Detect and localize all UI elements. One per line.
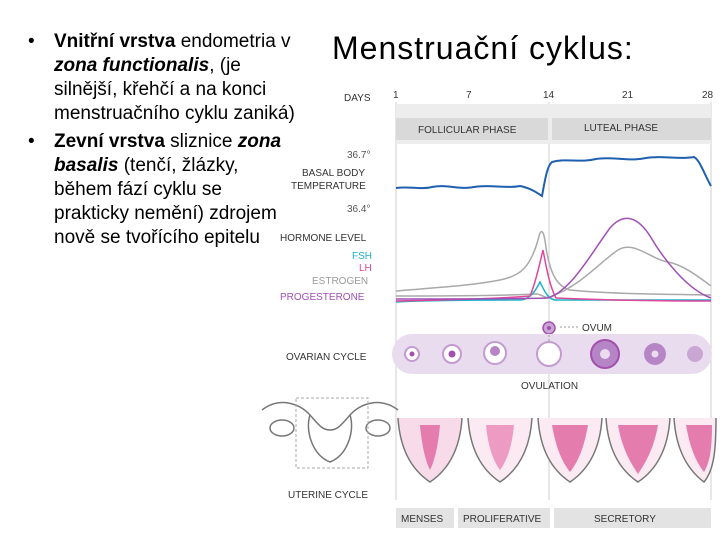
slide-title: Menstruační cyklus: [332, 30, 634, 66]
bullet-segment: sliznice [164, 131, 238, 152]
day-tick: 7 [466, 90, 472, 101]
bullet-segment: Zevní vrstva [54, 131, 165, 152]
follicle-core-icon [449, 351, 456, 358]
uterine-cycle-label: UTERINE CYCLE [288, 490, 369, 501]
estrogen-label: ESTROGEN [312, 276, 369, 287]
temp-low-label: 36.4° [347, 204, 371, 215]
bullet-segment: zona functionalis [54, 55, 210, 76]
proliferative-label: PROLIFERATIVE [463, 514, 542, 525]
day-tick: 28 [702, 90, 714, 101]
uterine-sections [398, 418, 716, 482]
day-tick: 21 [622, 90, 634, 101]
bbt-label-line2: TEMPERATURE [291, 181, 366, 192]
bullet-segment: zona basalis [54, 131, 282, 176]
corpus-luteum-core-icon [652, 351, 659, 358]
progesterone-label: PROGESTERONE [280, 292, 365, 303]
corpus-albicans-icon [687, 346, 703, 362]
days-label: DAYS [344, 93, 371, 104]
ovarian-cycle-label: OVARIAN CYCLE [286, 352, 367, 363]
follicle-core-icon [410, 352, 415, 357]
secretory-label: SECRETORY [594, 514, 656, 525]
menses-label: MENSES [401, 514, 444, 525]
bullet-segment: (tenčí, žlázky, během fází cyklu se prakticky nemění) zdrojem nově se tvořícího epitelu [54, 155, 277, 248]
ovum-label: OVUM [582, 323, 612, 334]
estrogen-second-curve [396, 247, 711, 297]
ovulation-label: OVULATION [521, 381, 579, 392]
bbt-curve [396, 157, 711, 196]
bullet-segment: endometria v [175, 31, 291, 52]
day-tick: 14 [543, 90, 555, 101]
bullet-segment: , (je silnější, křehčí a na konci menstruačního cyklu zaniká) [54, 55, 295, 124]
bullet-segment: Vnitřní vrstva [54, 31, 176, 52]
fsh-label: FSH [352, 251, 372, 262]
lh-label: LH [359, 263, 372, 274]
luteal-phase-label: LUTEAL PHASE [584, 123, 659, 134]
ruptured-follicle-icon [537, 342, 561, 366]
follicle-core-icon [490, 346, 500, 356]
temp-high-label: 36.7° [347, 150, 371, 161]
bbt-label-line1: BASAL BODY [302, 168, 365, 179]
estrogen-curve [396, 232, 711, 295]
follicular-phase-label: FOLLICULAR PHASE [418, 125, 517, 136]
uterus-inset-icon [262, 403, 398, 462]
hormone-level-label: HORMONE LEVEL [280, 233, 367, 244]
corpus-luteum-core-icon [600, 349, 610, 359]
ovum-nucleus-icon [547, 326, 551, 330]
day-tick: 1 [393, 90, 399, 101]
